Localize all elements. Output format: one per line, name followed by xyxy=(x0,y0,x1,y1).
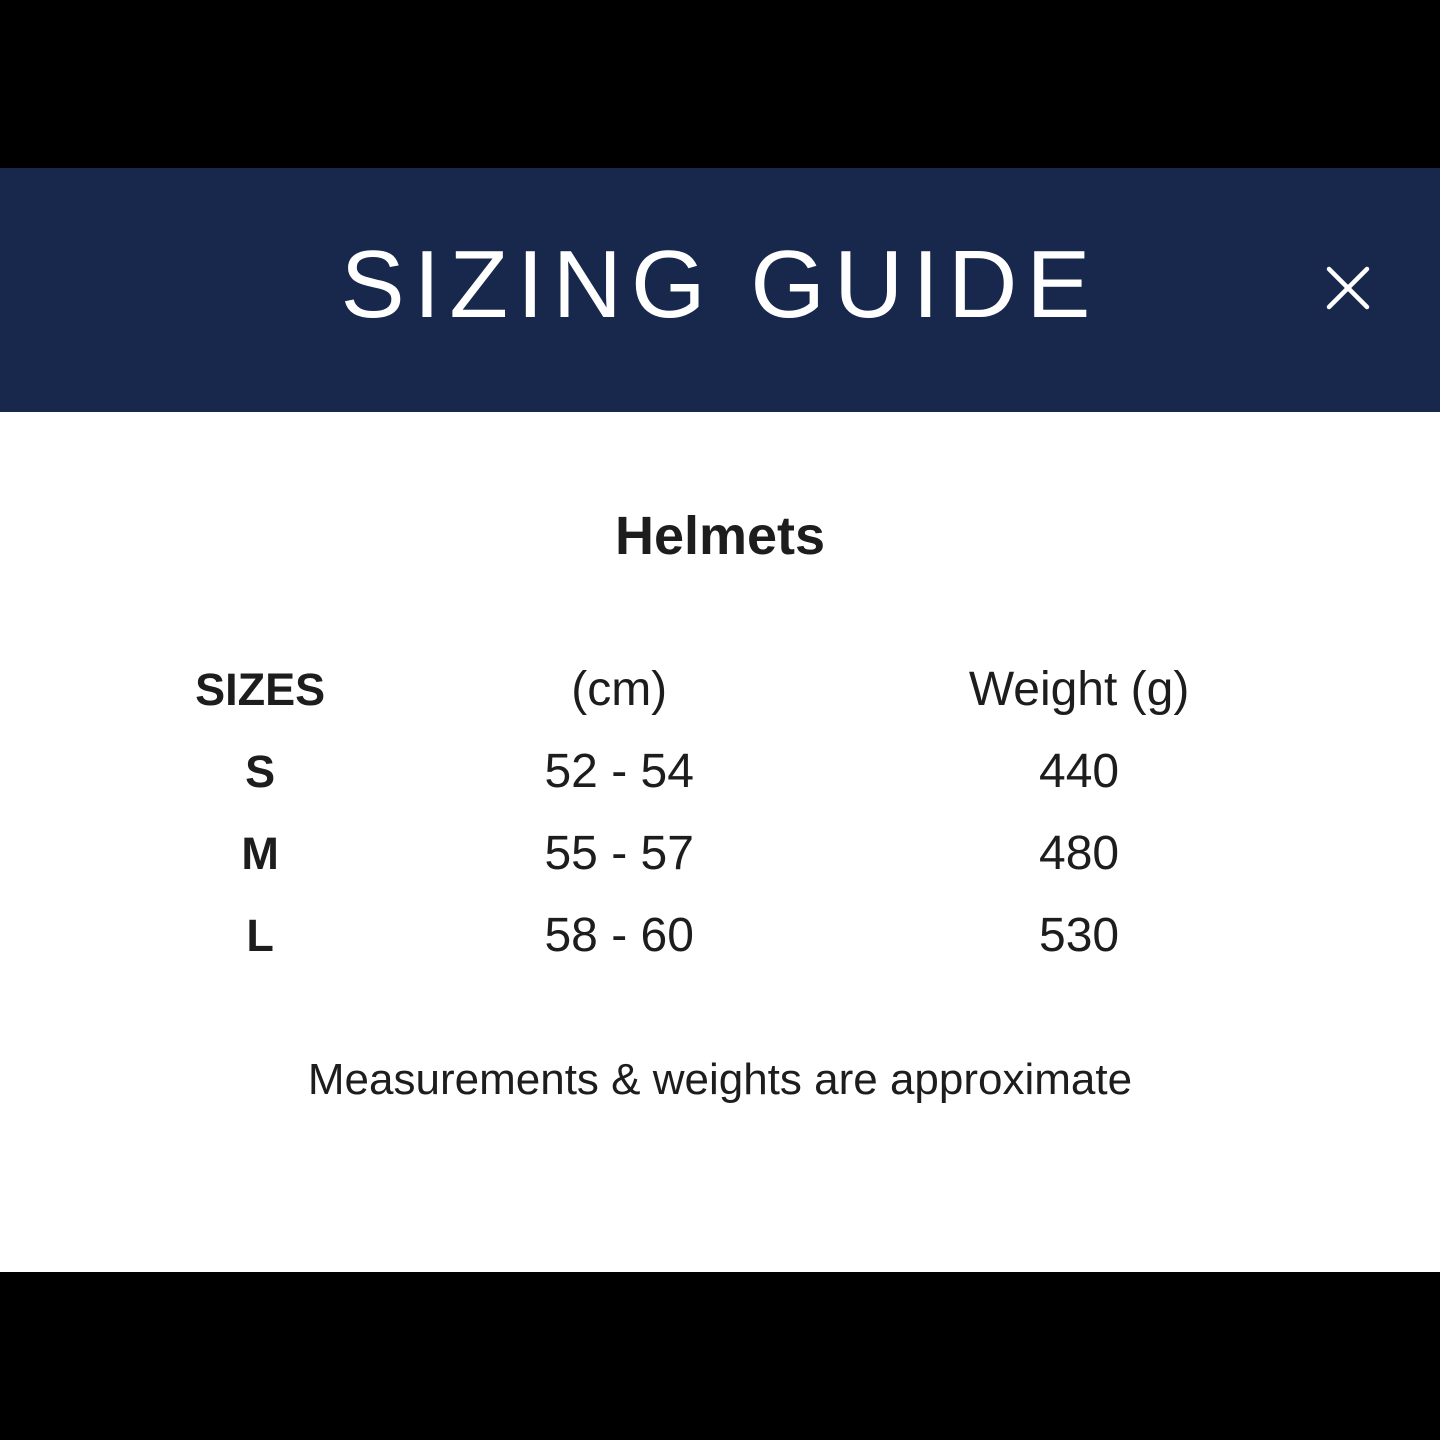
table-row-m-size: M xyxy=(241,827,279,879)
modal-body xyxy=(0,412,1440,1272)
table-row-s-size: S xyxy=(245,745,276,797)
table-row-l-weight: 530 xyxy=(1039,909,1120,963)
letterbox-bottom xyxy=(0,1272,1440,1440)
table-row-s-weight: 440 xyxy=(1039,745,1120,799)
column-header-weight: Weight (g) xyxy=(968,663,1190,717)
close-icon xyxy=(1324,264,1372,312)
column-header-sizes: SIZES xyxy=(195,663,326,715)
close-button[interactable] xyxy=(1322,262,1374,314)
table-row-s-cm: 52 - 54 xyxy=(544,745,694,799)
table-row-l-size: L xyxy=(246,909,274,961)
table-row-m-weight: 480 xyxy=(1039,827,1120,881)
section-heading: Helmets xyxy=(614,506,826,566)
table-row-m-cm: 55 - 57 xyxy=(544,827,694,881)
size-table xyxy=(90,649,1350,977)
footnote: Measurements & weights are approximate xyxy=(307,1054,1133,1104)
modal-title: SIZING GUIDE xyxy=(340,231,1100,338)
letterbox-top xyxy=(0,0,1440,168)
column-header-cm: (cm) xyxy=(571,663,668,717)
table-row-l-cm: 58 - 60 xyxy=(544,909,694,963)
modal-header xyxy=(0,168,1440,412)
